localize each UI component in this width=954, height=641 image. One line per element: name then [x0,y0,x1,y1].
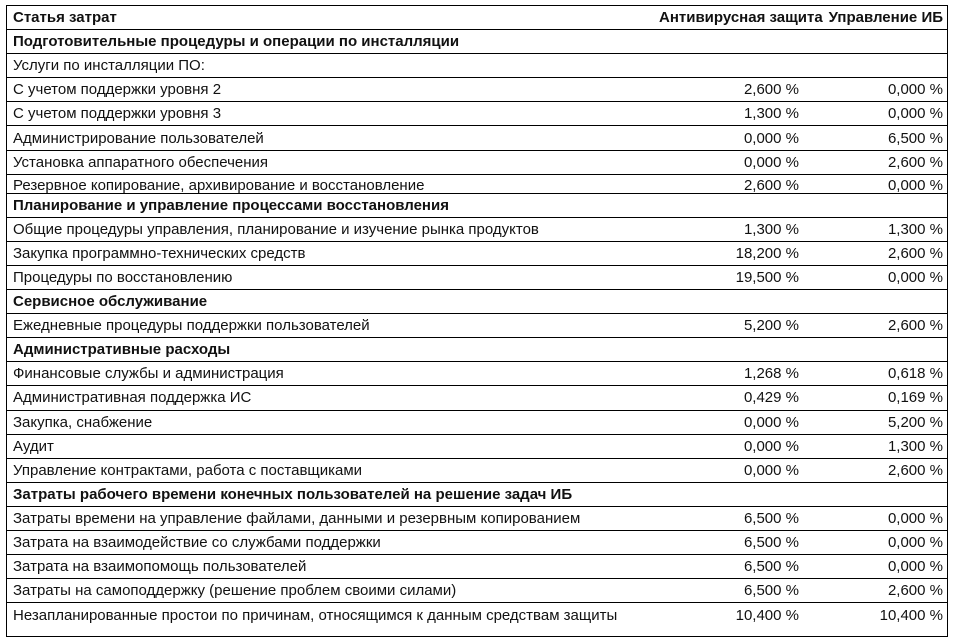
antivirus-value: 0,000 % [743,129,799,147]
cost-item-label: Незапланированные простои по причинам, относящимся к данным средствам защиты [13,606,618,624]
section-title: Административные расходы [13,341,231,359]
antivirus-value: 6,500 % [743,558,799,576]
security-management-value: 5,200 % [887,413,943,431]
section-header-row [7,290,947,314]
table-row [7,507,947,531]
security-management-value: 0,000 % [887,105,943,123]
table-row [7,54,947,78]
cost-item-label: Закупка, снабжение [13,413,153,431]
antivirus-value: 1,268 % [743,365,799,383]
security-management-value: 0,000 % [887,268,943,286]
antivirus-value: 0,000 % [743,413,799,431]
table-row [7,362,947,386]
cost-item-label: Затраты на самоподдержку (решение проблем своими силами) [13,582,457,600]
table-row [7,242,947,266]
security-management-value: 0,000 % [887,176,943,194]
section-header-row [7,30,947,54]
table-row [7,603,947,627]
table-row [7,531,947,555]
table-header-row [7,6,947,30]
cost-item-label: Административная поддержка ИС [13,389,252,407]
cost-item-label: Администрирование пользователей [13,129,264,147]
antivirus-value: 1,300 % [743,220,799,238]
cost-item-label: Резервное копирование, архивирование и восстановление [13,176,425,194]
table-row [7,218,947,242]
table-row [7,411,947,435]
antivirus-value: 0,429 % [743,389,799,407]
antivirus-value: 1,300 % [743,105,799,123]
security-management-value: 2,600 % [887,582,943,600]
antivirus-value: 2,600 % [743,176,799,194]
table-row [7,579,947,603]
antivirus-value: 0,000 % [743,437,799,455]
section-header-row [7,194,947,218]
section-title: Затраты рабочего времени конечных пользователей на решение задач ИБ [13,485,573,503]
section-header-row [7,483,947,507]
cost-item-label: Услуги по инсталляции ПО: [13,57,205,75]
security-management-value: 10,400 % [879,606,943,624]
security-management-value: 2,600 % [887,461,943,479]
table-body [7,30,947,627]
cost-item-label: Финансовые службы и администрация [13,365,284,383]
cost-item-label: Аудит [13,437,54,455]
table-row [7,126,947,150]
security-management-value: 2,600 % [887,317,943,335]
antivirus-value: 2,600 % [743,81,799,99]
cost-item-label: С учетом поддержки уровня 3 [13,105,222,123]
header-cost-item: Статья затрат [13,9,117,27]
cost-item-label: Закупка программно-технических средств [13,244,306,262]
cost-item-label: Установка аппаратного обеспечения [13,153,269,171]
antivirus-value: 0,000 % [743,461,799,479]
cost-item-label: Затраты времени на управление файлами, данными и резервным копированием [13,509,581,527]
table-row [7,151,947,175]
security-management-value: 1,300 % [887,437,943,455]
section-header-row [7,338,947,362]
table-row [7,435,947,459]
cost-item-label: Процедуры по восстановлению [13,268,233,286]
antivirus-value: 6,500 % [743,582,799,600]
table-row [7,555,947,579]
cost-item-label: Затрата на взаимодействие со службами поддержки [13,534,381,552]
section-title: Сервисное обслуживание [13,293,208,311]
header-antivirus: Антивирусная защита [659,9,823,27]
antivirus-value: 6,500 % [743,509,799,527]
security-management-value: 6,500 % [887,129,943,147]
antivirus-value: 6,500 % [743,534,799,552]
security-management-value: 2,600 % [887,244,943,262]
security-management-value: 2,600 % [887,153,943,171]
section-title: Подготовительные процедуры и операции по инсталляции [13,33,460,51]
table-row [7,175,947,194]
security-management-value: 0,000 % [887,509,943,527]
header-security-management: Управление ИБ [828,9,943,27]
table-row [7,266,947,290]
antivirus-value: 0,000 % [743,153,799,171]
table-row [7,314,947,338]
section-title: Планирование и управление процессами восстановления [13,196,449,214]
table-row [7,78,947,102]
table-row [7,459,947,483]
security-management-value: 0,000 % [887,534,943,552]
antivirus-value: 5,200 % [743,317,799,335]
cost-item-label: Затрата на взаимопомощь пользователей [13,558,307,576]
security-management-value: 0,169 % [887,389,943,407]
security-management-value: 0,618 % [887,365,943,383]
table-row [7,102,947,126]
cost-item-label: Ежедневные процедуры поддержки пользователей [13,317,370,335]
security-management-value: 0,000 % [887,81,943,99]
cost-item-label: Общие процедуры управления, планирование и изучение рынка продуктов [13,220,539,238]
table-row [7,386,947,410]
antivirus-value: 19,500 % [735,268,799,286]
antivirus-value: 18,200 % [735,244,799,262]
cost-item-label: С учетом поддержки уровня 2 [13,81,222,99]
cost-item-label: Управление контрактами, работа с поставщиками [13,461,363,479]
security-management-value: 0,000 % [887,558,943,576]
cost-table [6,5,948,637]
antivirus-value: 10,400 % [735,606,799,624]
security-management-value: 1,300 % [887,220,943,238]
